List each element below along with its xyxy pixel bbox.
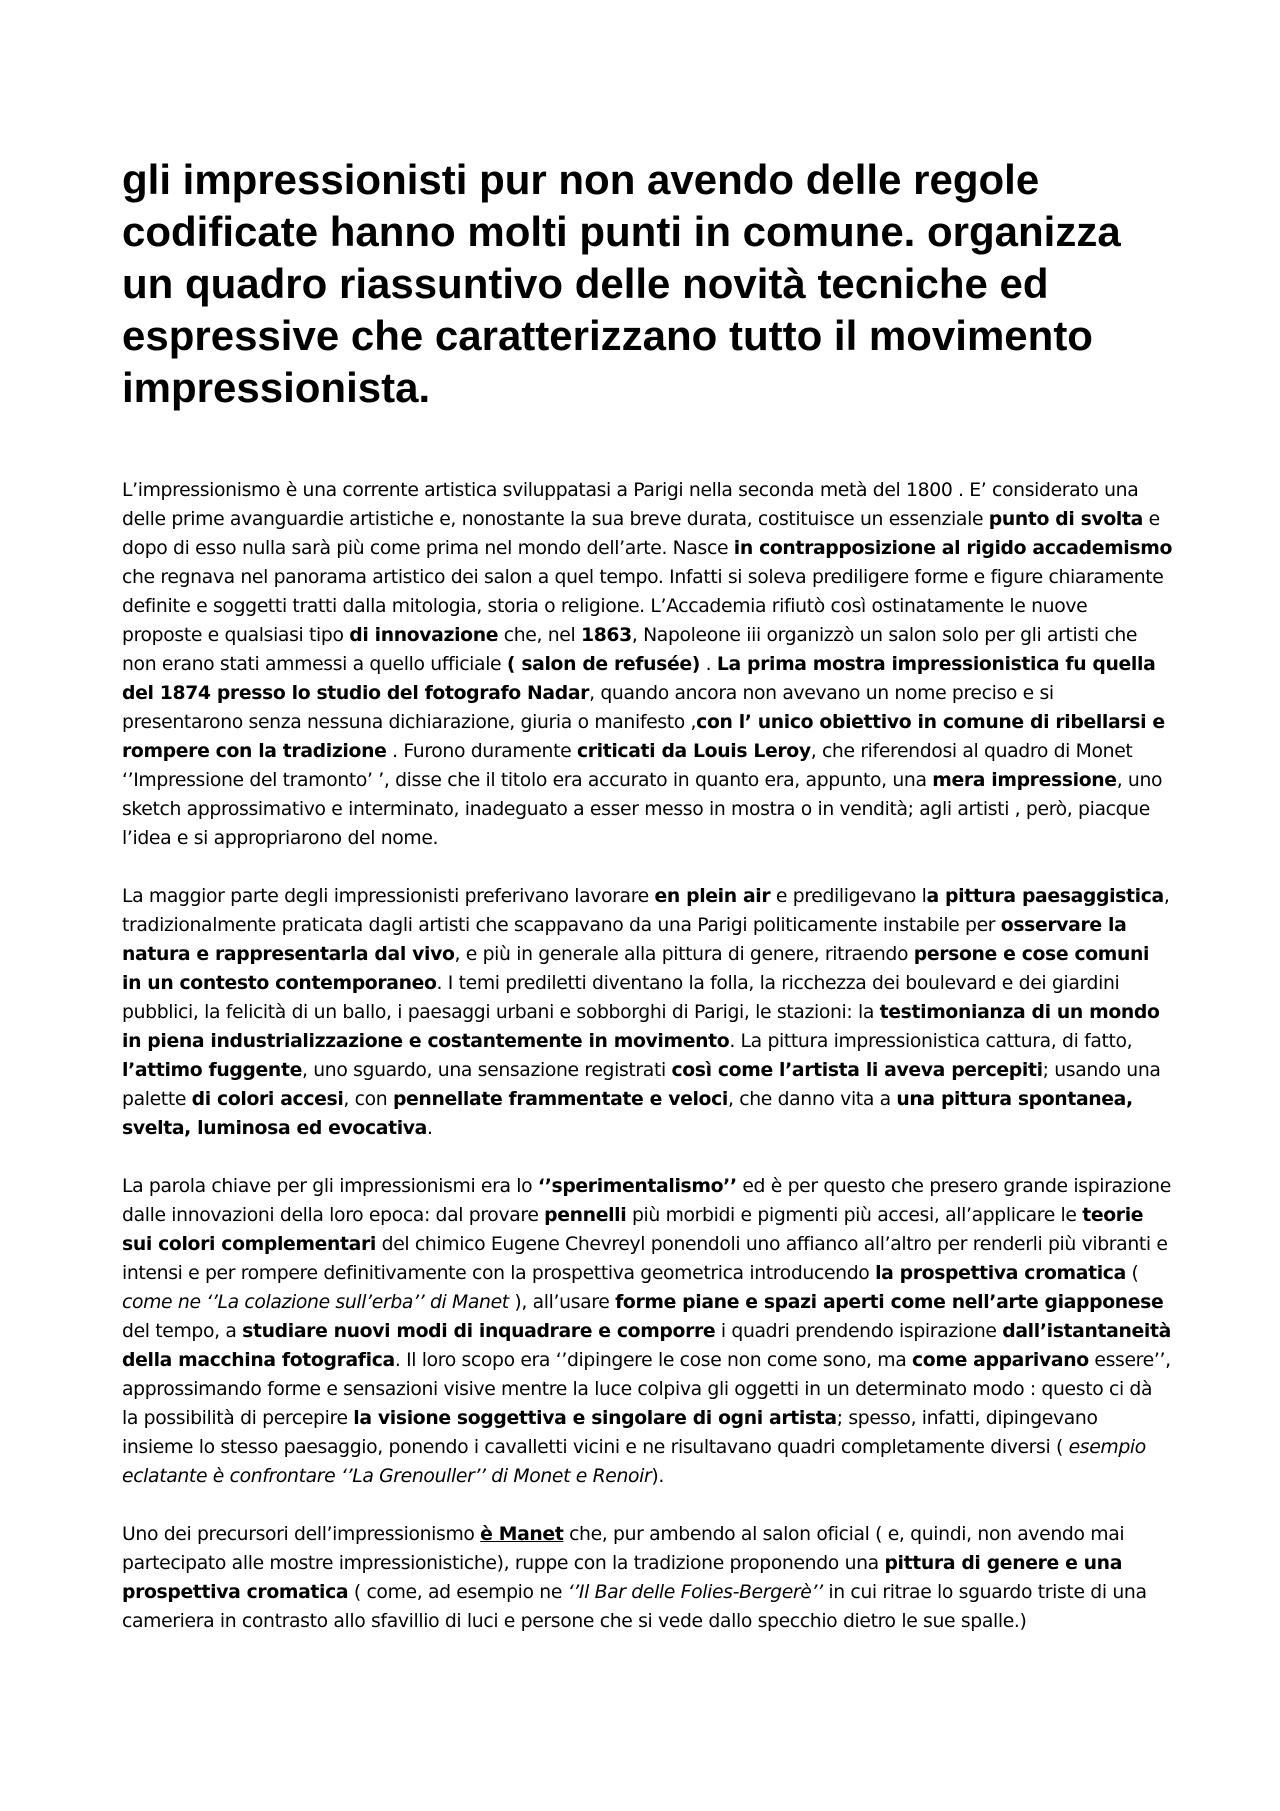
bold-text: en plein air (654, 886, 771, 907)
bold-text: ( salon de refusée) (506, 654, 700, 675)
bold-text: con l’ unico obiettivo in comune di ribellarsi e rompere con la tradizione (122, 712, 1165, 762)
paragraph-1 (122, 476, 1172, 853)
text-run: ( come, ad esempio ne (348, 1582, 568, 1603)
bold-text: testimonianza di un mondo in piena industrializzazione e costantemente in movimento (122, 1002, 1160, 1052)
text-run: , con (343, 1089, 393, 1110)
text-run: del tempo, a (122, 1321, 243, 1342)
text-run: ( (1125, 1263, 1139, 1284)
bold-text: la visione soggettiva e singolare di ogni artista (353, 1408, 837, 1429)
text-run: ; usando una palette (122, 1060, 1161, 1110)
text-run: , Napoleone iii organizzò un salon solo per gli artisti che non erano stati ammessi a quello ufficiale (122, 625, 1138, 675)
bold-text: in contrapposizione al rigido accademismo (733, 538, 1172, 559)
text-run: , che riferendosi al quadro di Monet ‘’Impressione del tramonto’ ’, disse che il titolo era accurato in quanto era, appunto, una (122, 741, 1133, 791)
text-run: L’impressionismo è una corrente artistica sviluppatasi a Parigi nella seconda metà del 1800 . E’ considerato una delle prime avanguardie artistiche e, nonostante la sua breve durata, costituisce un essenziale (122, 480, 1139, 530)
text-run: , uno sketch approssimativo e interminato, inadeguato a esser messo in mostra o in vendità; agli artisti , però, piacque l’idea e si appropriarono del nome. (122, 770, 1163, 849)
text-run: La parola chiave per gli impressionismi era lo (122, 1176, 538, 1197)
text-run: , tradizionalmente praticata dagli artisti che scappavano da una Parigi politicamente instabile per (122, 886, 1170, 936)
text-run: . (699, 654, 717, 675)
bold-text: criticati da Louis Leroy (576, 741, 811, 762)
bold-text: 1863 (580, 625, 632, 646)
bold-text: mera impressione (932, 770, 1117, 791)
bold-text: l’attimo fuggente (122, 1060, 302, 1081)
text-run: Uno dei precursori dell’impressionismo (122, 1524, 481, 1545)
italic-text: ‘’Il Bar delle Folies-Bergerè’’ (567, 1582, 823, 1603)
bold-text: pennelli (544, 1205, 627, 1226)
text-run: , uno sguardo, una sensazione registrati (301, 1060, 672, 1081)
paragraph-4 (122, 1520, 1172, 1636)
text-run: , e più in generale alla pittura di genere, ritraendo (454, 944, 914, 965)
bold-text: a pittura paesaggistica (926, 886, 1164, 907)
document-title: gli impressionisti pur non avendo delle regole codificate hanno molti punti in comune. organizza un quadro riassuntivo delle novità tecniche ed espressive che caratterizzano tutto il movimento impressionista. (122, 156, 1121, 411)
bold-text: la prospettiva cromatica (875, 1263, 1126, 1284)
bold-text: è Manet (480, 1524, 564, 1545)
text-run: in cui ritrae lo sguardo triste di una cameriera in contrasto allo sfavillio di luci e persone che si vede dallo specchio dietro le sue spalle.) (122, 1582, 1147, 1632)
bold-text: osservare la natura e rappresentarla dal vivo (122, 915, 1127, 965)
text-run: . La pittura impressionistica cattura, di fatto, (729, 1031, 1133, 1052)
bold-text: studiare nuovi modi di inquadrare e comporre (242, 1321, 716, 1342)
bold-text: dall’istantaneità della macchina fotografica (122, 1321, 1171, 1371)
italic-text: come ne ‘’La colazione sull’erba’’ di Manet (122, 1292, 509, 1313)
text-run: ). (651, 1466, 665, 1487)
bold-text: punto di svolta (988, 509, 1143, 530)
bold-text: La prima mostra impressionistica fu quella del 1874 presso lo studio del fotografo Nadar (122, 654, 1156, 704)
paragraph-2 (122, 882, 1172, 1143)
text-run: . Il loro scopo era ‘’dipingere le cose non come sono, ma (394, 1350, 913, 1371)
text-run: i quadri prendendo ispirazione (715, 1321, 1003, 1342)
document-body (122, 476, 1172, 1665)
bold-text: di innovazione (349, 625, 499, 646)
text-run: ed è per questo che presero grande ispirazione dalle innovazioni della loro epoca: dal provare (122, 1176, 1171, 1226)
bold-text: una pittura spontanea, svelta, luminosa ed evocativa (122, 1089, 1133, 1139)
bold-text: ‘’sperimentalismo’’ (537, 1176, 737, 1197)
text-run: e prediligevano l (770, 886, 927, 907)
bold-text: forme piane e spazi aperti come nell’arte giapponese (615, 1292, 1164, 1313)
text-run: che, nel (498, 625, 581, 646)
text-run: . (427, 1118, 433, 1139)
bold-text: come apparivano (912, 1350, 1089, 1371)
text-run: ), all’usare (508, 1292, 616, 1313)
text-run: essere’’, approssimando forme e sensazioni visive mentre la luce colpiva gli oggetti in un determinato modo : questo ci dà la possibilità di percepire (122, 1350, 1171, 1429)
text-run: La maggior parte degli impressionisti preferivano lavorare (122, 886, 655, 907)
bold-text: pennellate frammentate e veloci (392, 1089, 728, 1110)
text-run: , che danno vita a (727, 1089, 897, 1110)
text-run: più morbidi e pigmenti più accesi, all’applicare le (626, 1205, 1083, 1226)
text-run: . I temi prediletti diventano la folla, la ricchezza dei boulevard e dei giardini pubblici, la felicità di un ballo, i paesaggi urbani e sobborghi di Parigi, le stazioni: la (122, 973, 1120, 1023)
text-run: , quando ancora non avevano un nome preciso e si presentarono senza nessuna dichiarazione, giuria o manifesto , (122, 683, 1054, 733)
bold-text: di colori accesi (191, 1089, 344, 1110)
text-run: del chimico Eugene Chevreyl ponendoli uno affianco all’altro per renderli più vibranti e intensi e per rompere definitivamente con la prospettiva geometrica introducendo (122, 1234, 1168, 1284)
text-run: . Furono duramente (386, 741, 577, 762)
text-run: e dopo di esso nulla sarà più come prima nel mondo dell’arte. Nasce (122, 509, 1160, 559)
bold-text: così come l’artista li aveva percepiti (671, 1060, 1043, 1081)
text-run: ; spesso, infatti, dipingevano insieme lo stesso paesaggio, ponendo i cavalletti vicini e ne risultavano quadri completamente diversi ( (122, 1408, 1098, 1458)
bold-text: persone e cose comuni in un contesto contemporaneo (122, 944, 1150, 994)
bold-text: pittura di genere e una prospettiva cromatica (122, 1553, 1123, 1603)
italic-text: esempio eclatante è confrontare ‘’La Grenouller’’ di Monet e Renoir (122, 1437, 1146, 1487)
paragraph-3 (122, 1172, 1172, 1491)
text-run: che regnava nel panorama artistico dei salon a quel tempo. Infatti si soleva prediligere forme e figure chiaramente definite e soggetti tratti dalla mitologia, storia o religione. L’Accademia rifiutò così ostinatamente le nuove proposte e qualsiasi tipo (122, 567, 1164, 646)
text-run: che, pur ambendo al salon oficial ( e, quindi, non avendo mai partecipato alle mostre impressionistiche), ruppe con la tradizione proponendo una (122, 1524, 1125, 1574)
bold-text: teorie sui colori complementari (122, 1205, 1144, 1255)
